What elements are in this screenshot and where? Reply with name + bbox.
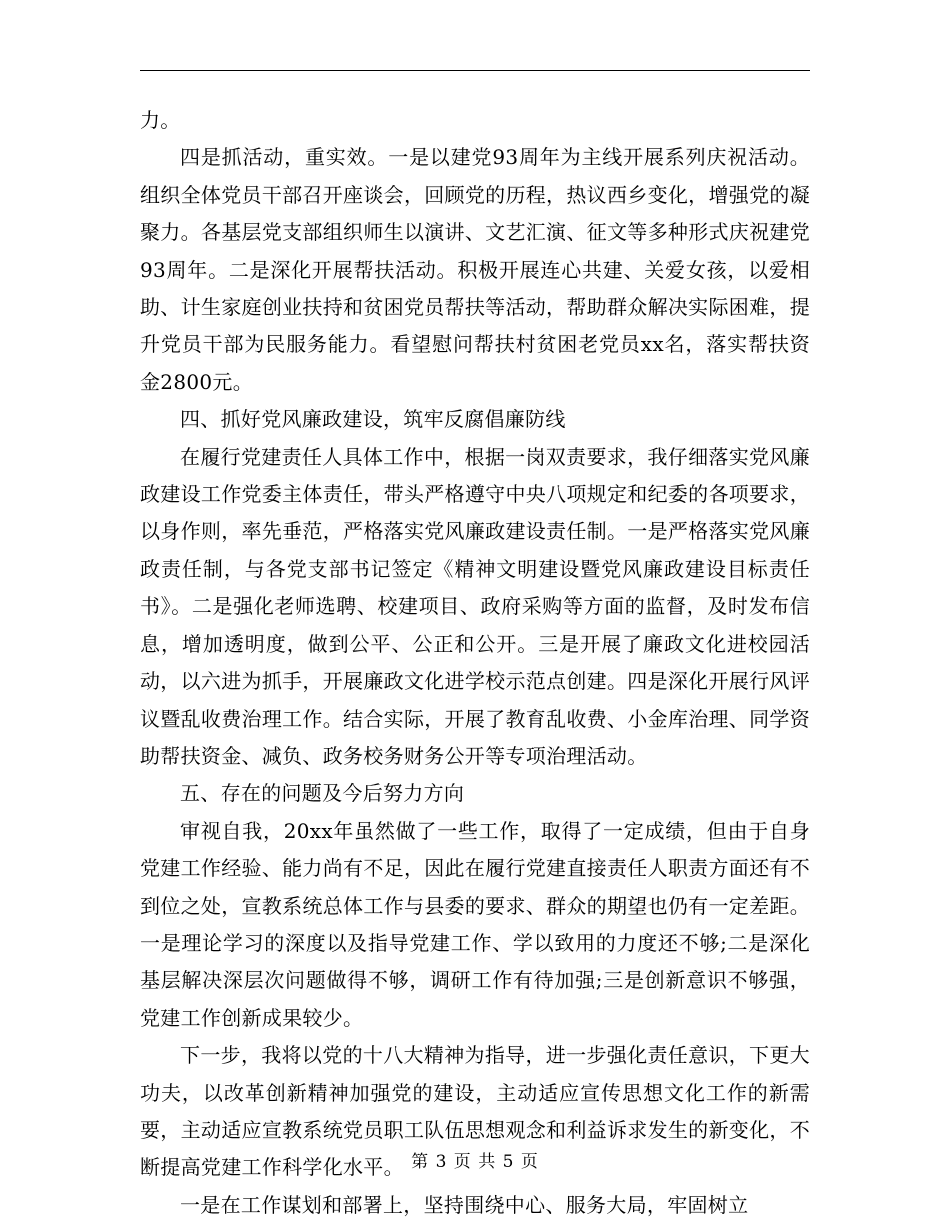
document-body — [140, 102, 810, 1224]
paragraph-next-steps: 下一步，我将以党的十八大精神为指导，进一步强化责任意识，下更大功夫，以改革创新精神加强党的建设，主动适应宣传思想文化工作的新需要，主动适应宣教系统党员职工队伍思想观念和利益诉求发生的新变化，不断提高党建工作科学化水平。 — [140, 1043, 810, 1180]
section-heading-problems: 五、存在的问题及今后努力方向 — [180, 781, 465, 806]
section-heading-anticorruption: 四、抓好党风廉政建设，筑牢反腐倡廉防线 — [180, 407, 566, 432]
paragraph-self-review: 审视自我，20xx年虽然做了一些工作，取得了一定成绩，但由于自身党建工作经验、能力尚有不足，因此在履行党建直接责任人职责方面还有不到位之处，宣教系统总体工作与县委的要求、群众的期望也仍有一定差距。一是理论学习的深度以及指导党建工作、学以致用的力度还不够;二是深化基层解决深层次问题做得不够，调研工作有待加强;三是创新意识不够强，党建工作创新成果较少。 — [140, 818, 810, 1030]
paragraph-planning: 一是在工作谋划和部署上，坚持围绕中心、服务大局，牢固树立 — [180, 1192, 749, 1217]
paragraph-activities: 四是抓活动，重实效。一是以建党93周年为主线开展系列庆祝活动。组织全体党员干部召开座谈会，回顾党的历程，热议西乡变化，增强党的凝聚力。各基层党支部组织师生以演讲、文艺汇演、征文等多种形式庆祝建党93周年。二是深化开展帮扶活动。积极开展连心共建、关爱女孩，以爱相助、计生家庭创业扶持和贫困党员帮扶等活动，帮助群众解决实际困难，提升党员干部为民服务能力。看望慰问帮扶村贫困老党员xx名，落实帮扶资金2800元。 — [140, 145, 810, 394]
header-rule — [140, 70, 810, 71]
paragraph-continuation: 力。 — [140, 108, 181, 132]
paragraph-anticorruption: 在履行党建责任人具体工作中，根据一岗双责要求，我仔细落实党风廉政建设工作党委主体责任，带头严格遵守中央八项规定和纪委的各项要求，以身作则，率先垂范，严格落实党风廉政建设责任制。一是严格落实党风廉政责任制，与各党支部书记签定《精神文明建设暨党风廉政建设目标责任书》。二是强化老师选聘、校建项目、政府采购等方面的监督，及时发布信息，增加透明度，做到公平、公正和公开。三是开展了廉政文化进校园活动，以六进为抓手，开展廉政文化进学校示范点创建。四是深化开展行风评议暨乱收费治理工作。结合实际，开展了教育乱收费、小金库治理、同学资助帮扶资金、减负、政务校务财务公开等专项治理活动。 — [140, 444, 810, 768]
page-number-footer: 第 3 页 共 5 页 — [411, 1152, 539, 1172]
